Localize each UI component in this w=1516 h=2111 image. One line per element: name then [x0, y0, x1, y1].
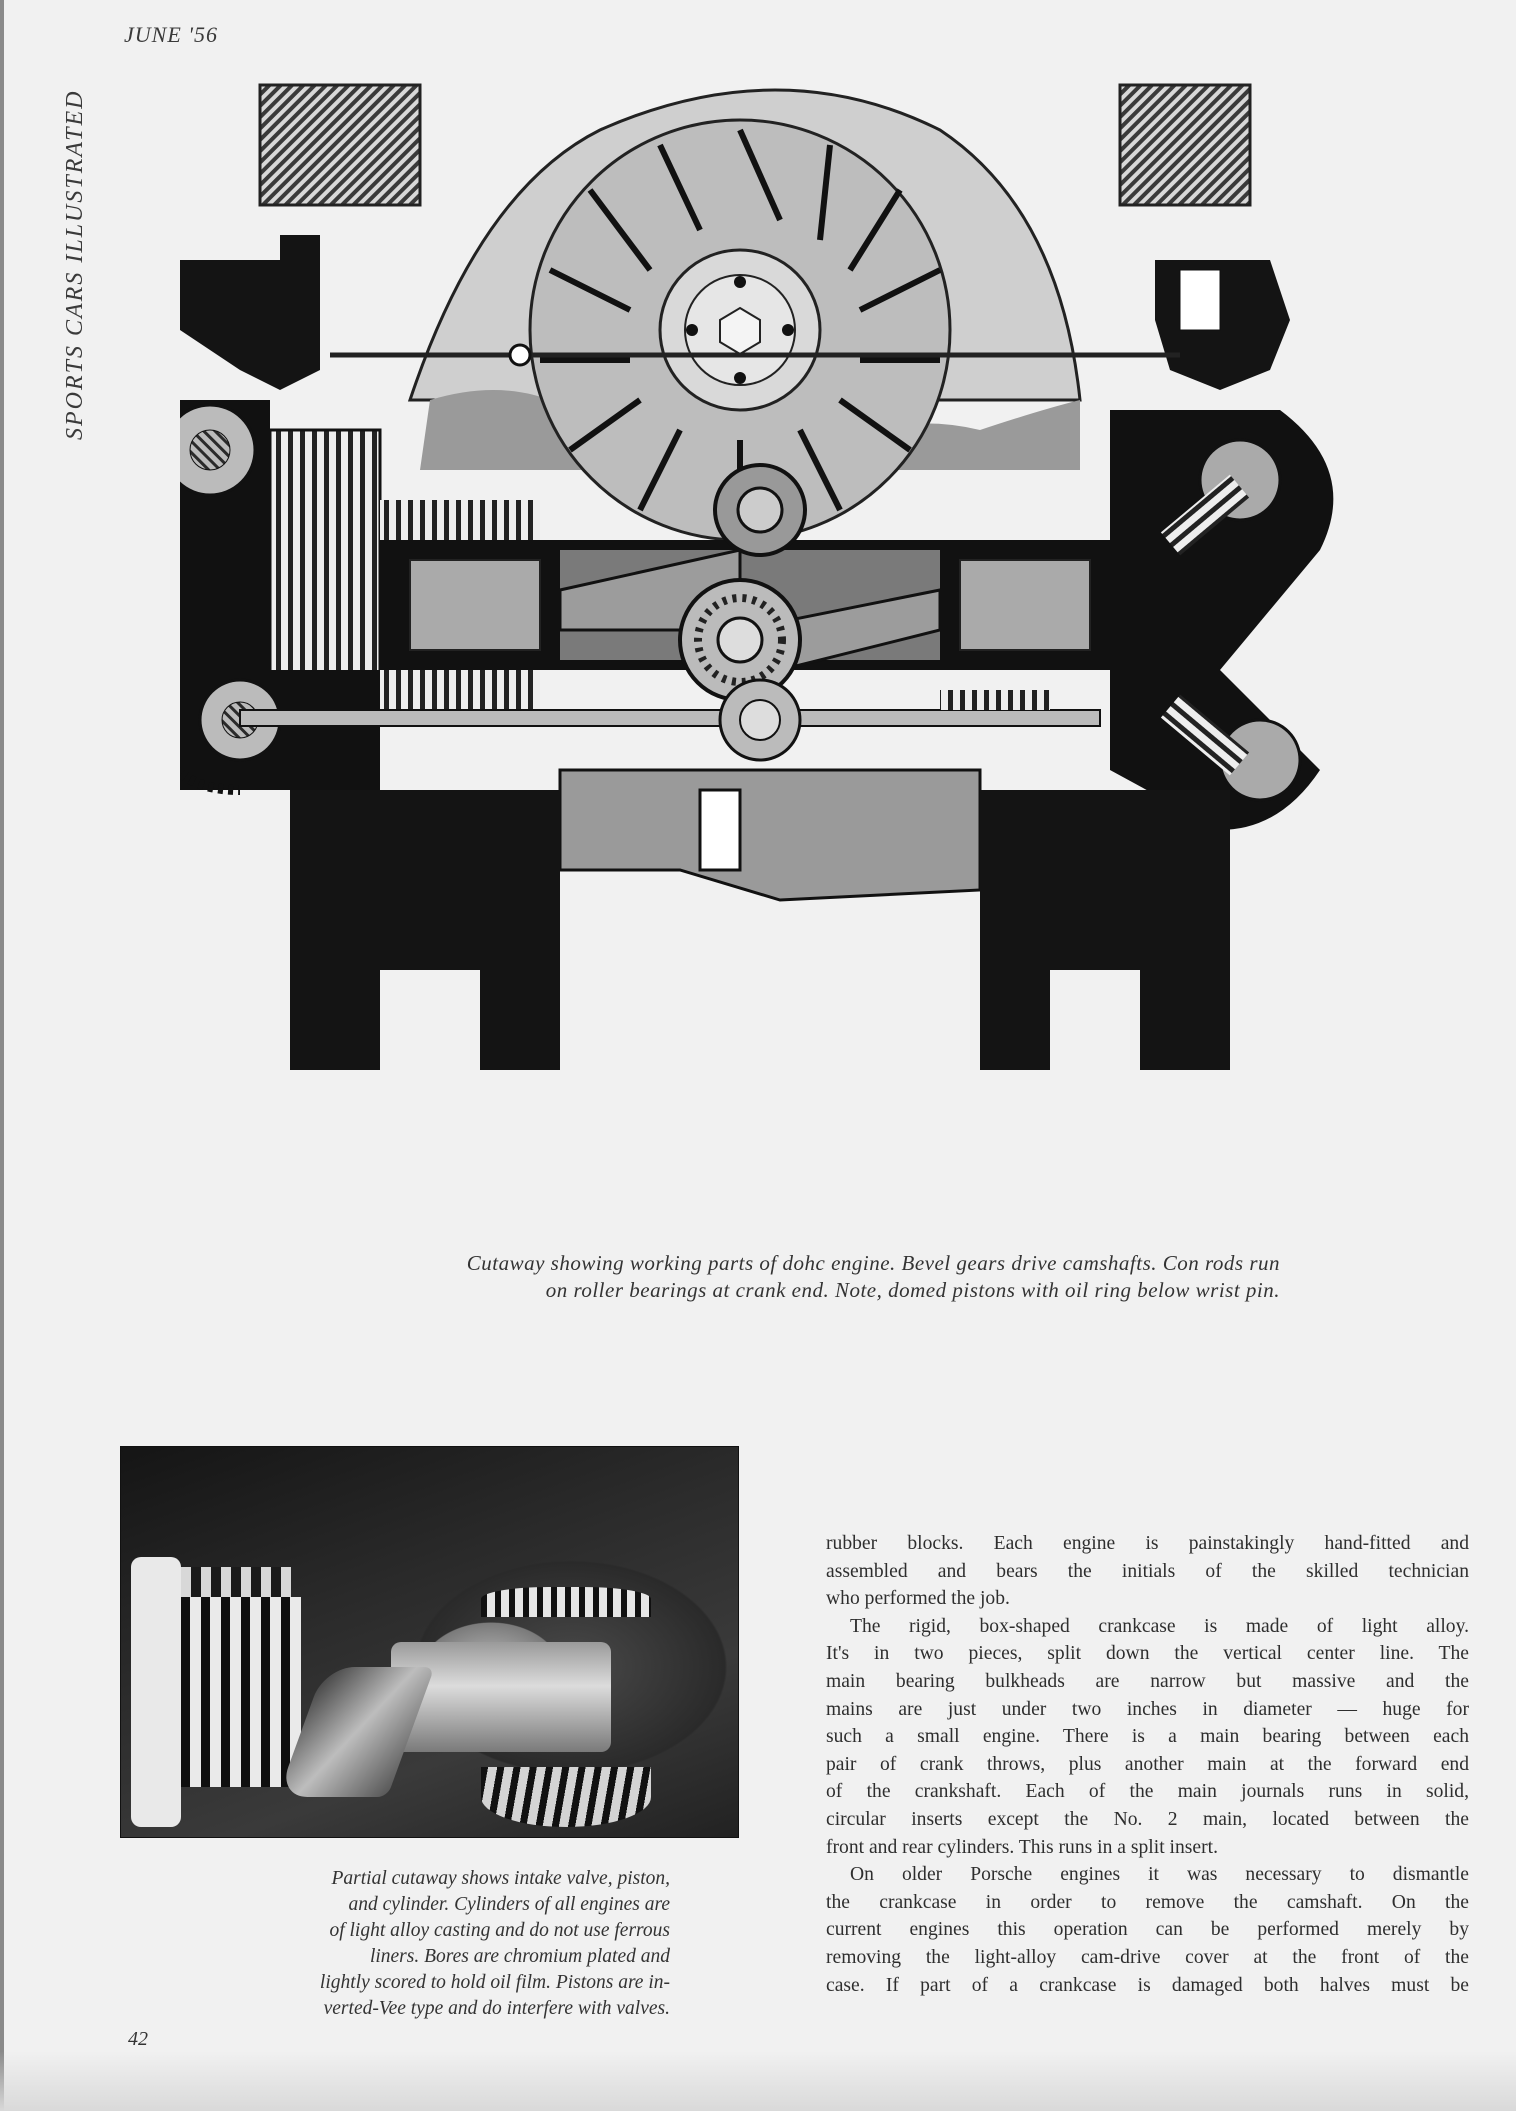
photo-detail: [481, 1587, 651, 1617]
caption-line: verted-Vee type and do interfere with valves.: [323, 1998, 670, 2019]
engine-cutaway-illustration: [180, 70, 1420, 1140]
caption-line: and cylinder. Cylinders of all engines are: [348, 1894, 670, 1915]
photo-detail: [181, 1597, 301, 1787]
magazine-title: SPORTS CARS ILLUSTRATED: [62, 89, 88, 440]
caption-line: lightly scored to hold oil film. Pistons are in-: [319, 1972, 670, 1993]
text-line: main bearing bulkheads are narrow but massive and the: [826, 1670, 1469, 1692]
photo-detail: [131, 1557, 181, 1827]
caption-line: on roller bearings at crank end. Note, domed pistons with oil ring below wrist pin.: [545, 1278, 1280, 1302]
text-line: removing the light-alloy cam-drive cover at the front of the: [826, 1946, 1469, 1968]
photo-detail: [481, 1767, 651, 1827]
page-shadow: [0, 2051, 1516, 2111]
photo-detail: [391, 1642, 611, 1752]
caption-line: of light alloy casting and do not use ferrous: [329, 1920, 670, 1941]
text-line: The rigid, box-shaped crankcase is made of light alloy.: [850, 1615, 1469, 1637]
caption-line: Partial cutaway shows intake valve, piston,: [331, 1868, 670, 1889]
text-line: rubber blocks. Each engine is painstakingly hand-fitted and: [826, 1533, 1469, 1554]
illustration-caption: [300, 1250, 1280, 1304]
text-line: the crankcase in order to remove the camshaft. On the: [826, 1891, 1469, 1913]
text-line: who performed the job.: [826, 1588, 1010, 1610]
paragraph: [826, 1530, 1469, 1613]
text-line: It's in two pieces, split down the vertical center line. The: [826, 1643, 1469, 1665]
article-body: [826, 1530, 1469, 1999]
text-line: On older Porsche engines it was necessary to dismantle: [850, 1864, 1469, 1886]
caption-line: Cutaway showing working parts of dohc engine. Bevel gears drive camshafts. Con rods run: [466, 1251, 1280, 1275]
text-line: pair of crank throws, plus another main at the forward end: [826, 1753, 1469, 1775]
page-number: 42: [128, 2028, 148, 2050]
text-line: of the crankshaft. Each of the main journals runs in solid,: [826, 1781, 1469, 1803]
paragraph: [826, 1861, 1469, 1999]
text-line: circular inserts except the No. 2 main, located between the: [826, 1808, 1469, 1830]
page-edge: [0, 0, 4, 2111]
text-line: case. If part of a crankcase is damaged both halves must be: [826, 1974, 1469, 1996]
text-line: front and rear cylinders. This runs in a split insert.: [826, 1836, 1218, 1858]
running-head: JUNE '56: [124, 22, 218, 47]
paragraph: [826, 1613, 1469, 1861]
text-line: mains are just under two inches in diameter — huge for: [826, 1698, 1469, 1720]
text-line: such a small engine. There is a main bearing between each: [826, 1726, 1469, 1748]
text-line: current engines this operation can be performed merely by: [826, 1919, 1469, 1941]
engine-partial-cutaway-photo: [120, 1446, 739, 1838]
text-line: assembled and bears the initials of the skilled technician: [826, 1560, 1469, 1582]
caption-line: liners. Bores are chromium plated and: [369, 1946, 670, 1967]
photo-caption: [150, 1866, 670, 2022]
